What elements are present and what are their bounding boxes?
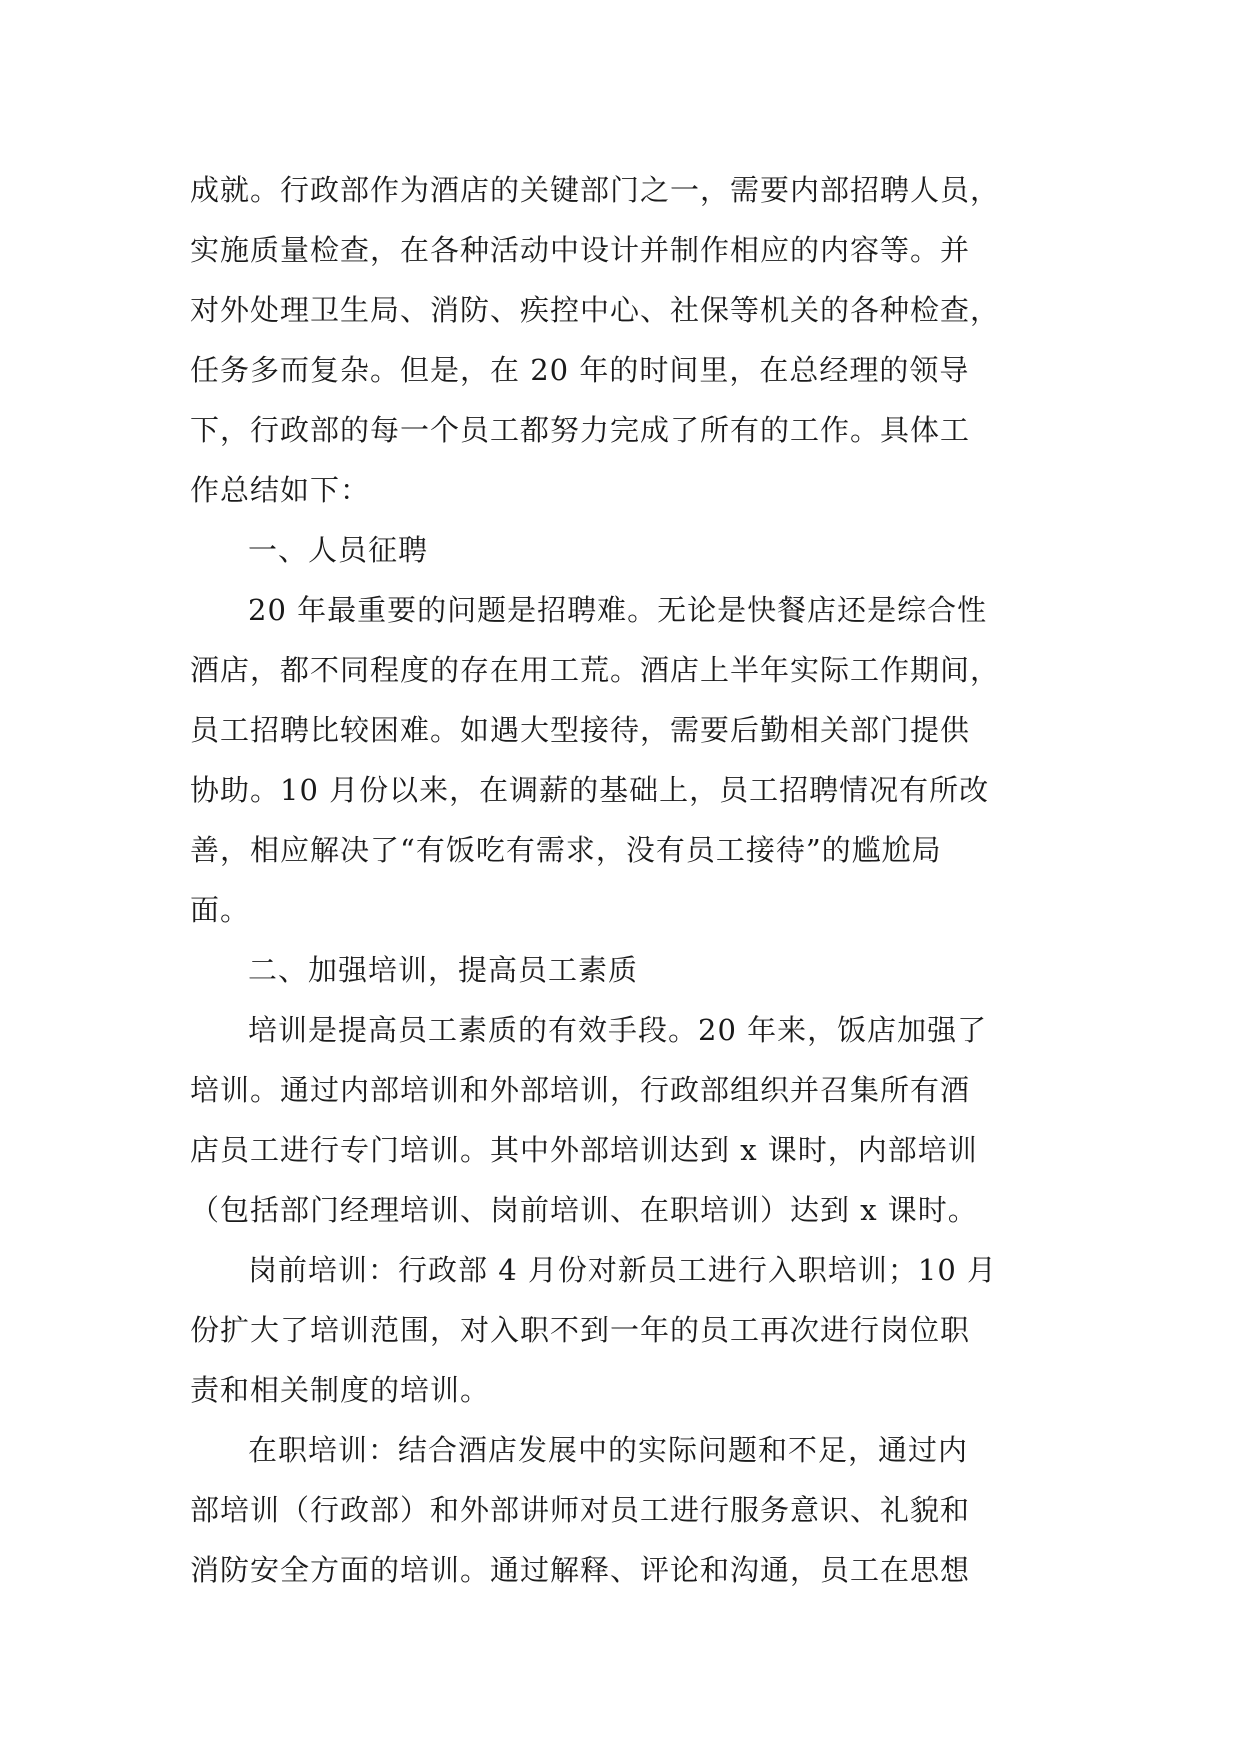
text-line: （包括部门经理培训、岗前培训、在职培训）达到 x 课时。 xyxy=(190,1193,978,1227)
text-line: 培训。通过内部培训和外部培训，行政部组织并召集所有酒 xyxy=(190,1073,971,1107)
text-line: 在职培训：结合酒店发展中的实际问题和不足，通过内 xyxy=(248,1433,969,1467)
text-line: 部培训（行政部）和外部讲师对员工进行服务意识、礼貌和 xyxy=(190,1493,971,1527)
text-line: 责和相关制度的培训。 xyxy=(190,1373,491,1407)
text-line: 实施质量检查，在各种活动中设计并制作相应的内容等。并 xyxy=(190,233,971,267)
text-line: 岗前培训：行政部 4 月份对新员工进行入职培训；10 月 xyxy=(248,1253,998,1287)
text-line: 对外处理卫生局、消防、疾控中心、社保等机关的各种检查， xyxy=(190,293,1001,327)
text-line: 消防安全方面的培训。通过解释、评论和沟通，员工在思想 xyxy=(190,1553,971,1587)
text-line: 20 年最重要的问题是招聘难。无论是快餐店还是综合性 xyxy=(248,593,988,627)
document-body xyxy=(190,160,1060,1600)
text-line: 二、加强培训，提高员工素质 xyxy=(248,953,639,987)
text-line: 作总结如下： xyxy=(190,473,371,507)
text-line: 下，行政部的每一个员工都努力完成了所有的工作。具体工 xyxy=(190,413,971,447)
text-line: 善，相应解决了“有饭吃有需求，没有员工接待”的尴尬局 xyxy=(190,833,942,867)
text-line: 员工招聘比较困难。如遇大型接待，需要后勤相关部门提供 xyxy=(190,713,971,747)
text-line: 协助。10 月份以来，在调薪的基础上，员工招聘情况有所改 xyxy=(190,773,990,807)
text-line: 面。 xyxy=(190,893,251,927)
text-line: 店员工进行专门培训。其中外部培训达到 x 课时，内部培训 xyxy=(190,1133,978,1167)
text-line: 培训是提高员工素质的有效手段。20 年来，饭店加强了 xyxy=(248,1013,988,1047)
text-line: 成就。行政部作为酒店的关键部门之一，需要内部招聘人员， xyxy=(190,173,1001,207)
text-line: 酒店，都不同程度的存在用工荒。酒店上半年实际工作期间， xyxy=(190,653,1001,687)
text-line: 任务多而复杂。但是，在 20 年的时间里，在总经理的领导 xyxy=(190,353,970,387)
text-line: 份扩大了培训范围，对入职不到一年的员工再次进行岗位职 xyxy=(190,1313,971,1347)
text-line: 一、人员征聘 xyxy=(248,533,429,567)
